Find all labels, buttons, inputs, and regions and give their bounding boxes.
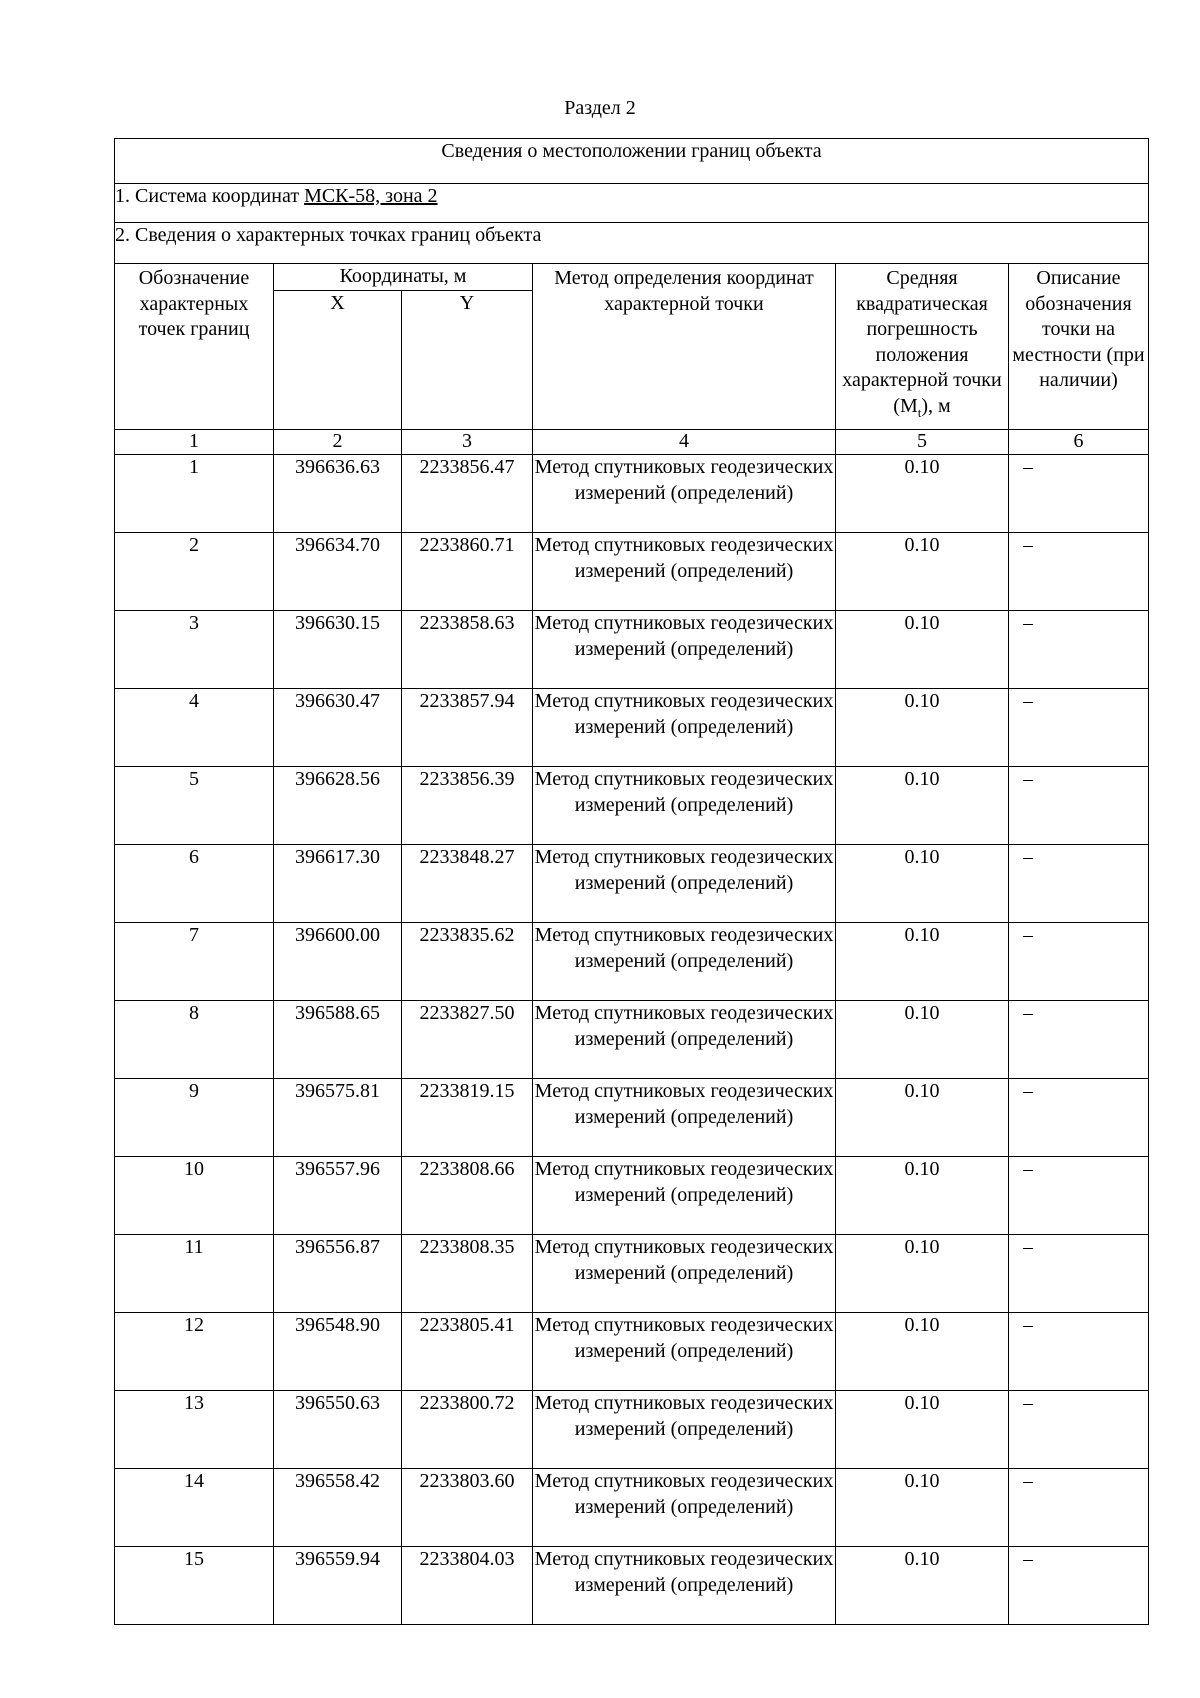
table-title-row bbox=[115, 139, 1149, 184]
point-id-cell: 2 bbox=[115, 533, 274, 611]
table-row bbox=[115, 455, 1149, 533]
error-cell: 0.10 bbox=[836, 1469, 1009, 1547]
point-id-cell: 15 bbox=[115, 1547, 274, 1625]
header-y: Y bbox=[402, 291, 533, 430]
column-numbers-row bbox=[115, 430, 1149, 455]
table-row bbox=[115, 1079, 1149, 1157]
x-coord-cell: 396556.87 bbox=[274, 1235, 402, 1313]
y-coord-cell: 2233804.03 bbox=[402, 1547, 533, 1625]
point-id-cell: 5 bbox=[115, 767, 274, 845]
y-coord-cell: 2233827.50 bbox=[402, 1001, 533, 1079]
x-coord-cell: 396548.90 bbox=[274, 1313, 402, 1391]
y-coord-cell: 2233800.72 bbox=[402, 1391, 533, 1469]
method-cell: Метод спутниковых геодезических измерений (определений) bbox=[533, 533, 836, 611]
table-title: Сведения о местоположении границ объекта bbox=[115, 139, 1149, 184]
column-number: 2 bbox=[274, 430, 402, 455]
x-coord-cell: 396636.63 bbox=[274, 455, 402, 533]
column-number: 3 bbox=[402, 430, 533, 455]
column-number: 1 bbox=[115, 430, 274, 455]
method-cell: Метод спутниковых геодезических измерений (определений) bbox=[533, 1001, 836, 1079]
header-error-text: Средняя квадратическая погрешность положения характерной точки (M bbox=[842, 267, 1002, 417]
header-coordinates: Координаты, м bbox=[274, 264, 533, 291]
header-error bbox=[836, 264, 1009, 430]
header-description: Описание обозначения точки на местности (при наличии) bbox=[1009, 264, 1149, 430]
table-row bbox=[115, 1157, 1149, 1235]
header-error-sub: t bbox=[917, 404, 922, 420]
description-cell: – bbox=[1009, 1157, 1149, 1235]
x-coord-cell: 396634.70 bbox=[274, 533, 402, 611]
x-coord-cell: 396588.65 bbox=[274, 1001, 402, 1079]
error-cell: 0.10 bbox=[836, 767, 1009, 845]
x-coord-cell: 396550.63 bbox=[274, 1391, 402, 1469]
y-coord-cell: 2233805.41 bbox=[402, 1313, 533, 1391]
description-cell: – bbox=[1009, 767, 1149, 845]
method-cell: Метод спутниковых геодезических измерений (определений) bbox=[533, 1235, 836, 1313]
description-cell: – bbox=[1009, 845, 1149, 923]
coord-system-row bbox=[115, 184, 1149, 223]
description-cell: – bbox=[1009, 455, 1149, 533]
x-coord-cell: 396559.94 bbox=[274, 1547, 402, 1625]
points-caption-row bbox=[115, 223, 1149, 264]
description-cell: – bbox=[1009, 1001, 1149, 1079]
x-coord-cell: 396558.42 bbox=[274, 1469, 402, 1547]
point-id-cell: 9 bbox=[115, 1079, 274, 1157]
y-coord-cell: 2233860.71 bbox=[402, 533, 533, 611]
description-cell: – bbox=[1009, 1547, 1149, 1625]
method-cell: Метод спутниковых геодезических измерений (определений) bbox=[533, 1469, 836, 1547]
method-cell: Метод спутниковых геодезических измерений (определений) bbox=[533, 455, 836, 533]
error-cell: 0.10 bbox=[836, 689, 1009, 767]
error-cell: 0.10 bbox=[836, 1235, 1009, 1313]
header-error-unit: ), м bbox=[921, 394, 951, 417]
method-cell: Метод спутниковых геодезических измерений (определений) bbox=[533, 1079, 836, 1157]
coord-system-label: 1. Система координат bbox=[115, 185, 305, 207]
table-row bbox=[115, 611, 1149, 689]
error-cell: 0.10 bbox=[836, 1001, 1009, 1079]
point-id-cell: 4 bbox=[115, 689, 274, 767]
table-row bbox=[115, 1001, 1149, 1079]
description-cell: – bbox=[1009, 1313, 1149, 1391]
point-id-cell: 6 bbox=[115, 845, 274, 923]
x-coord-cell: 396575.81 bbox=[274, 1079, 402, 1157]
method-cell: Метод спутниковых геодезических измерений (определений) bbox=[533, 1313, 836, 1391]
error-cell: 0.10 bbox=[836, 611, 1009, 689]
column-number: 4 bbox=[533, 430, 836, 455]
x-coord-cell: 396600.00 bbox=[274, 923, 402, 1001]
description-cell: – bbox=[1009, 1469, 1149, 1547]
method-cell: Метод спутниковых геодезических измерений (определений) bbox=[533, 845, 836, 923]
x-coord-cell: 396630.15 bbox=[274, 611, 402, 689]
point-id-cell: 10 bbox=[115, 1157, 274, 1235]
x-coord-cell: 396628.56 bbox=[274, 767, 402, 845]
y-coord-cell: 2233857.94 bbox=[402, 689, 533, 767]
description-cell: – bbox=[1009, 923, 1149, 1001]
point-id-cell: 11 bbox=[115, 1235, 274, 1313]
table-row bbox=[115, 767, 1149, 845]
table-row bbox=[115, 533, 1149, 611]
point-id-cell: 7 bbox=[115, 923, 274, 1001]
y-coord-cell: 2233835.62 bbox=[402, 923, 533, 1001]
boundary-table bbox=[114, 138, 1149, 1625]
coord-system-value: МСК-58, зона 2 bbox=[304, 185, 438, 207]
error-cell: 0.10 bbox=[836, 845, 1009, 923]
error-cell: 0.10 bbox=[836, 923, 1009, 1001]
point-id-cell: 12 bbox=[115, 1313, 274, 1391]
point-id-cell: 8 bbox=[115, 1001, 274, 1079]
table-row bbox=[115, 1313, 1149, 1391]
error-cell: 0.10 bbox=[836, 533, 1009, 611]
table-row bbox=[115, 1235, 1149, 1313]
table-row bbox=[115, 689, 1149, 767]
column-number: 5 bbox=[836, 430, 1009, 455]
y-coord-cell: 2233848.27 bbox=[402, 845, 533, 923]
y-coord-cell: 2233856.39 bbox=[402, 767, 533, 845]
y-coord-cell: 2233808.66 bbox=[402, 1157, 533, 1235]
method-cell: Метод спутниковых геодезических измерений (определений) bbox=[533, 923, 836, 1001]
table-row bbox=[115, 923, 1149, 1001]
description-cell: – bbox=[1009, 1235, 1149, 1313]
error-cell: 0.10 bbox=[836, 1391, 1009, 1469]
header-x: X bbox=[274, 291, 402, 430]
point-id-cell: 3 bbox=[115, 611, 274, 689]
error-cell: 0.10 bbox=[836, 455, 1009, 533]
header-row-1 bbox=[115, 264, 1149, 291]
header-designation: Обозначение характерных точек границ bbox=[115, 264, 274, 430]
description-cell: – bbox=[1009, 1391, 1149, 1469]
description-cell: – bbox=[1009, 611, 1149, 689]
y-coord-cell: 2233856.47 bbox=[402, 455, 533, 533]
method-cell: Метод спутниковых геодезических измерений (определений) bbox=[533, 1547, 836, 1625]
y-coord-cell: 2233803.60 bbox=[402, 1469, 533, 1547]
table-row bbox=[115, 1391, 1149, 1469]
point-id-cell: 13 bbox=[115, 1391, 274, 1469]
error-cell: 0.10 bbox=[836, 1157, 1009, 1235]
error-cell: 0.10 bbox=[836, 1079, 1009, 1157]
y-coord-cell: 2233858.63 bbox=[402, 611, 533, 689]
method-cell: Метод спутниковых геодезических измерений (определений) bbox=[533, 611, 836, 689]
method-cell: Метод спутниковых геодезических измерений (определений) bbox=[533, 767, 836, 845]
description-cell: – bbox=[1009, 1079, 1149, 1157]
x-coord-cell: 396630.47 bbox=[274, 689, 402, 767]
point-id-cell: 14 bbox=[115, 1469, 274, 1547]
header-method: Метод определения координат характерной точки bbox=[533, 264, 836, 430]
coord-system bbox=[115, 184, 1149, 223]
x-coord-cell: 396617.30 bbox=[274, 845, 402, 923]
method-cell: Метод спутниковых геодезических измерений (определений) bbox=[533, 1391, 836, 1469]
column-number: 6 bbox=[1009, 430, 1149, 455]
y-coord-cell: 2233808.35 bbox=[402, 1235, 533, 1313]
section-title: Раздел 2 bbox=[564, 97, 636, 119]
y-coord-cell: 2233819.15 bbox=[402, 1079, 533, 1157]
error-cell: 0.10 bbox=[836, 1547, 1009, 1625]
method-cell: Метод спутниковых геодезических измерений (определений) bbox=[533, 689, 836, 767]
method-cell: Метод спутниковых геодезических измерений (определений) bbox=[533, 1157, 836, 1235]
error-cell: 0.10 bbox=[836, 1313, 1009, 1391]
description-cell: – bbox=[1009, 533, 1149, 611]
point-id-cell: 1 bbox=[115, 455, 274, 533]
points-caption: 2. Сведения о характерных точках границ объекта bbox=[115, 223, 1149, 264]
x-coord-cell: 396557.96 bbox=[274, 1157, 402, 1235]
table-row bbox=[115, 1469, 1149, 1547]
table-row bbox=[115, 1547, 1149, 1625]
description-cell: – bbox=[1009, 689, 1149, 767]
table-row bbox=[115, 845, 1149, 923]
